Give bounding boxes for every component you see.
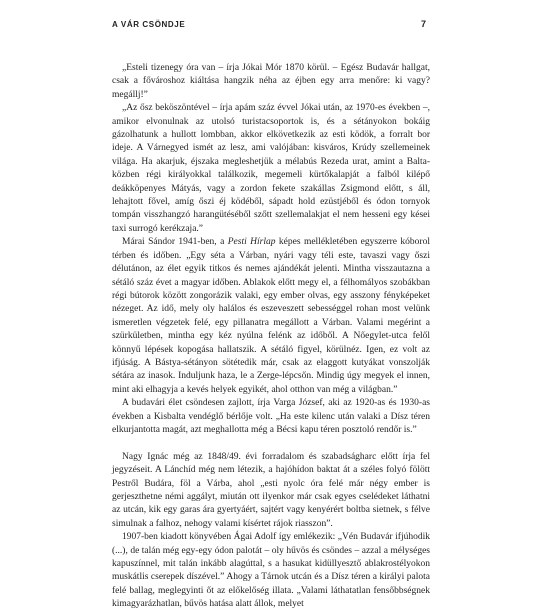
page-number: 7	[421, 19, 427, 29]
paragraph-varga: A budavári élet csöndesen zajlott, írja Varga József, aki az 1920-as és 1930-as években a Kisbalta vendéglő bérlője volt. „Ha este kilenc után valaki a Dísz téren elkurjantotta magát, azt meghallotta még a Bécsi kapu téren posztoló rendőr is.”	[112, 398, 430, 435]
body-text	[112, 62, 430, 612]
paragraph-jokai-quote: „Esteli tizenegy óra van – írja Jókai Mór 1870 körül. – Egész Budavár hallgat, csak a fővároshoz kiáltása hangzik néha az éjben egy arra menőre: ki vagy? megállj!”	[112, 63, 430, 100]
paragraph-marai	[112, 236, 430, 397]
paragraph-autumn: „Az ősz beköszöntével – írja apám száz évvel Jókai után, az 1970-es években –, amikor elvonulnak az utolsó turistacsoportok is, és a sétányokon bokáig gázolhatunk a hullott lombban, akkor elkövetkezik az esti ködök, a forralt bor ideje. A Várnegyed ismét az lesz, ami valójában: kisváros, Krúdy szellemeinek világa. Ha akarjuk, éjszaka megleshetjük a mélabús Rezeda urat, amint a Balta-közben régi királyokkal találkozik, megemeli kürtőkalapját a falból kilépő deákköpenyes Mátyás, vagy a zordon fekete szakállas Zsigmond előtt, s áll, lehajtott fővel, amíg őszi éj ködéből, sápadt hold ezüstjéből és ódon tornyok tompán visszhangzó harangütéséből szőtt szellemalakjat el nem hesseni egy kései taxi surrogó kerékzaja.”	[112, 103, 430, 234]
paragraph-agai: 1907-ben kiadott könyvében Ágai Adolf így emlékezik: „Vén Budavár ifjúhodik (...), de talán még egy-egy ódon palotát – oly hűvös és csöndes – azzal a mélységes kapuszínnel, mit talán inkább alagúttal, s a hasukat kidüllyesztő ablakrostélyokon muskátlis cserepek díszével.” Ahogy a Tárnok utcán és a Dísz téren a királyi palota felé ballag, meglegyinti őt az előkelőség illata. „Valami láthatatlan fensőbbségnek kimagyarázhatlan, bűvös hatása alatt állok, melyet	[112, 532, 430, 610]
running-title: A VÁR CSÖNDJE	[112, 20, 186, 29]
paragraph-marai-lead: Márai Sándor 1941-ben, a	[122, 237, 228, 248]
paragraph-spacer	[112, 437, 430, 450]
paragraph-marai-rest: képes mellékletében egyszerre kóborol térben és időben. „Egy séta a Várban, nyári vagy téli este, tavaszi vagy őszi délutánon, az élet egyik titkos és nemes ajándékát jelenti. Mintha visszautazna a sétáló száz évet a magyar időben. Ablakok előtt megy el, a félhomályos szobákban régi bútorok között zongorázik valaki, egy ember olvas, egy asszony fényképeket nézeget. Az idő, mely oly halálos és eszeveszett sebességgel rohan most velünk ismeretlen végzetek felé, egy pillanatra megállott a Várban. Valami megérint a szürkületben, mintha egy kéz nyúlna felénk az időből. A Nőegylet-utca felől könnyű lépések kopogása hallatszik. A sétáló figyel, körülnéz. Igen, ez volt az ifjúság. A Bástya-sétányon sötétedik már, csak az elaggott kutyákat vonszolják sétára az inasok. Induljunk haza, le a Zerge-lépcsőn. Mindig úgy megyek el innen, mint aki elhagyja a kevés helyek egyikét, ahol otthon van még a világban.”	[112, 237, 430, 395]
newspaper-title: Pesti Hírlap	[227, 237, 276, 248]
paragraph-nagy: Nagy Ignác még az 1848/49. évi forradalom és szabadságharc előtt írja fel jegyzéseit. A Lánchíd még nem létezik, a hajóhídon baktat át a széles folyó fölött Pestről Budára, föl a Várba, ahol „esti nyolc óra felé már négy ember is gerjeszthetne némi aggályt, miután ott ilyenkor már csak egyes cselédeket láthatni az utcán, kik egy garas ára gyertyáért, sajtért vagy kenyérért boltba sietnek, s félve simulnak a falhoz, nehogy valami kísértet rájok riasszon”.	[112, 451, 430, 529]
